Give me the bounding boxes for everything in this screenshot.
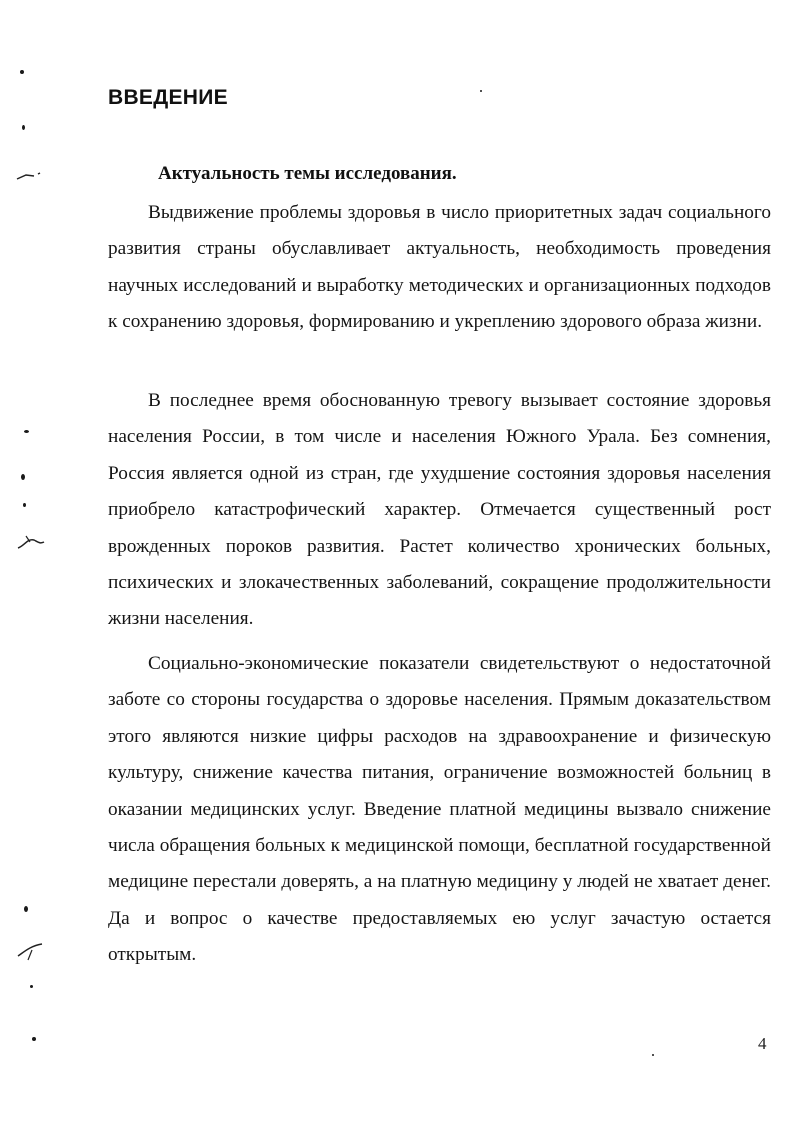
scan-speck	[652, 1054, 654, 1056]
paragraph-1: Выдвижение проблемы здоровья в число приоритетных задач социального развития страны обуславливает актуальность, необходимость проведения научных исследований и выработку методических и организационных подходов к сохранению здоровья, формированию и укреплению здорового образа жизни.	[108, 202, 771, 333]
paragraph-3: Социально-экономические показатели свидетельствуют о недостаточной заботе со стороны государства о здоровье населения. Прямым доказательством этого являются низкие цифры расходов на здравоохранение и физическую культуру, снижение качества питания, ограничение возможностей больниц в оказании медицинских услуг. Введение платной медицины вызвало снижение числа обращения больных к медицинской помощи, бесплатной государственной медицине перестали доверять, а на платную медицину у людей не хватает денег. Да и вопрос о качестве предоставляемых ею услуг зачастую остается открытым.	[108, 653, 771, 966]
scan-speck	[21, 474, 25, 480]
section-subheading: Актуальность темы исследования.	[158, 163, 457, 184]
scan-speck	[20, 70, 24, 74]
scan-speck	[480, 90, 482, 92]
scan-scribble	[12, 930, 48, 966]
scan-speck	[22, 125, 25, 130]
scan-speck	[24, 906, 28, 912]
page-number: 4	[758, 1034, 767, 1053]
scan-scribble	[14, 530, 48, 556]
scan-speck	[24, 430, 29, 433]
scan-speck	[30, 985, 33, 988]
scan-speck	[23, 503, 26, 507]
paragraph-2: В последнее время обоснованную тревогу вызывает состояние здоровья населения России, в том числе и населения Южного Урала. Без сомнения, Россия является одной из стран, где ухудшение состояния здоровья населения приобрело катастрофический характер. Отмечается существенный рост врожденных пороков развития. Растет количество хронических больных, психических и злокачественных заболеваний, сокращение продолжительности жизни населения.	[108, 390, 771, 630]
scan-scribble	[14, 165, 44, 185]
page-title: ВВЕДЕНИЕ	[108, 86, 228, 109]
scan-speck	[32, 1037, 36, 1041]
